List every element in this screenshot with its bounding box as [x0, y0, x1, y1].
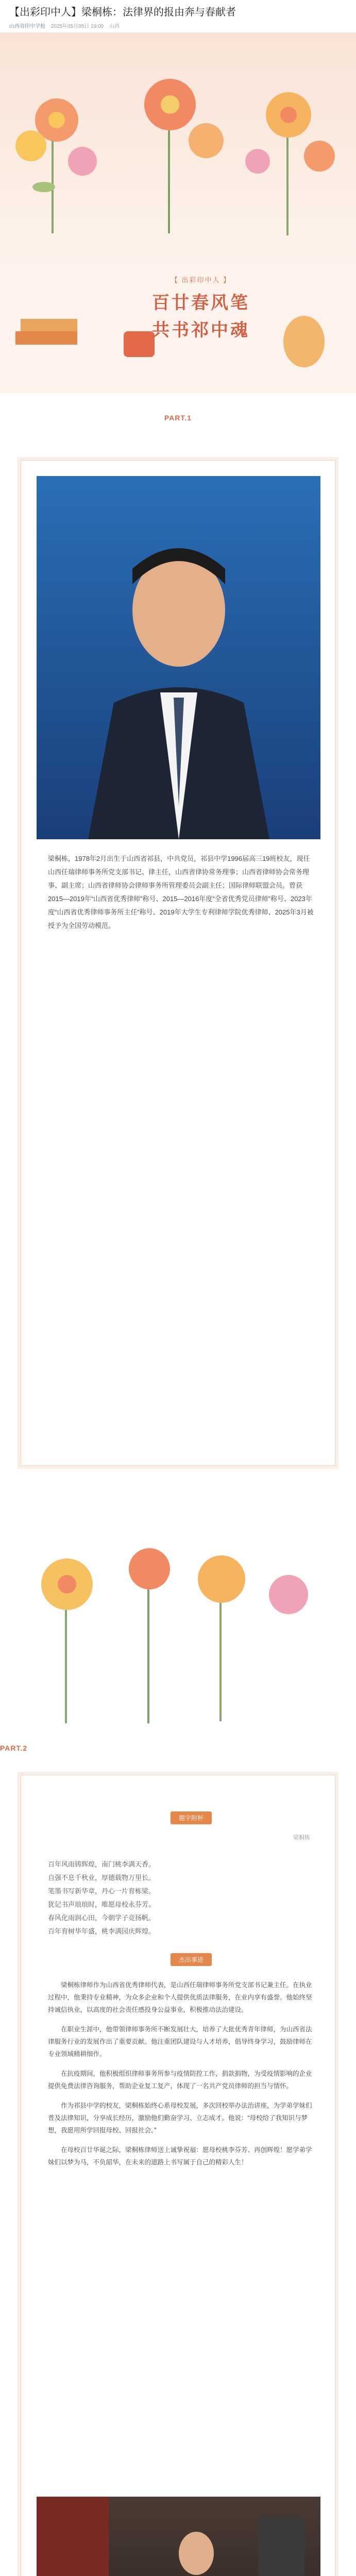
- poem-line: 笔墨书写新华章，丹心一片育栋梁。: [48, 1887, 156, 1895]
- highlight-paragraph: 在母校百廿华诞之际，梁桐栋律师送上诚挚祝福：愿母校桃李芬芳、再创辉煌！愿学弟学妹们以梦为马，不负韶华，在未来的道路上书写属于自己的精彩人生！: [48, 2146, 312, 2166]
- highlight-paragraph: 梁桐栋律师作为山西省优秀律师代表，是山西任瑞律师事务所党支部书记兼主任。在执业过程中，他秉持专业精神，为众多企业和个人提供优质法律服务，在业内享有盛誉。他始终坚持诚信执业，以高度的社会责任感投身公益事业，积极推动法治建设。: [48, 1981, 312, 2013]
- highlight-paragraph: 在职业生涯中，他带领律师事务所不断发展壮大，培养了大批优秀青年律师，为山西省法律服务行业的发展作出了重要贡献。他注重团队建设与人才培养，倡导终身学习，鼓励律师在专业领域精耕细作。: [48, 2026, 312, 2058]
- article-header: [0, 0, 356, 32]
- part1-header: [0, 393, 356, 460]
- portrait-figure: [37, 476, 320, 839]
- poem-tag: 题字附杯: [171, 1811, 212, 1824]
- highlight-paragraph: 作为祁县中学的校友，梁桐栋始终心系母校发展，多次回校举办法治讲座，为学弟学妹们普及法律知识，分享成长经历，激励他们勤奋学习、立志成才。他说：“母校给了我知识与梦想，我愿用所学回报母校、回报社会。”: [48, 2102, 312, 2134]
- story-card: [21, 1775, 335, 2576]
- poem-line: 百年育树华年盛，桃李满园庆辉煌。: [48, 1927, 156, 1935]
- hero-badge: [124, 275, 278, 341]
- poem-credit: 梁桐栋: [293, 1835, 310, 1841]
- highlight-body: [48, 1979, 316, 2176]
- event-photo: [37, 2497, 320, 2576]
- publish-date: 2025年05月05日 19:00: [50, 24, 104, 29]
- hero-kicker: 【 出彩印中人 】: [171, 276, 231, 284]
- highlight-tag: 杰出事迹: [171, 1953, 212, 1966]
- flower-cluster-right: [245, 92, 335, 235]
- source-link[interactable]: 山西省印中学校: [9, 24, 45, 29]
- flower-cluster-left: [15, 98, 97, 233]
- flower-cluster-center: [144, 79, 224, 233]
- poem-line: 自强不息千秋业，厚德载物万里长。: [48, 1874, 156, 1882]
- poem-line: 犹记书声琅琅时，唯愿母校永芬芳。: [48, 1901, 156, 1908]
- hero-banner: [0, 32, 356, 393]
- highlight-paragraph: 在抗疫期间，他积极组织律师事务所参与疫情防控工作，捐款捐物，为受疫情影响的企业提供免费法律咨询服务，帮助企业复工复产，体现了一名共产党员律师的担当与情怀。: [48, 2070, 312, 2090]
- poem-line: 百年风雨铸辉煌，南门桃李满天香。: [48, 1860, 156, 1868]
- hero-title-line2: 共书祁中魂: [152, 320, 250, 340]
- article-meta: [9, 22, 347, 29]
- article-title: 【出彩印中人】梁桐栋：法律界的报由奔与春献者: [9, 7, 236, 18]
- poem-block: [48, 1858, 316, 1938]
- publish-place: 山西: [109, 24, 120, 29]
- flower-band: [0, 1466, 356, 1775]
- hero-title-line1: 百廿春风笔: [152, 293, 250, 313]
- flower-illustration-middle: [0, 1466, 356, 1775]
- part2-label: PART.2: [0, 1744, 28, 1752]
- portrait-photo: [37, 476, 320, 839]
- poem-line: 春风化雨润心田，今朝学子竞扬帆。: [48, 1914, 156, 1922]
- bio-text: 梁桐栋，1978年2月出生于山西省祁县，中共党员，祁县中学1996届高三19班校友，现任山西任瑞律师事务所党支部书记、律主任，山西省律协常务理事；山西省律师协会常务理事、副主席；山西省律师协会律师事务所管理委员会副主任；国际律师联盟会员。曾获2015—2019年“山西省优秀律师”称号、2015—2016年度“全省优秀党员律师”称号、2023年度“山西省优秀律师事务所主任”称号、2019年大学生专利律师学院优秀律师、2025年3月被授予为全国劳动模范。: [48, 855, 314, 929]
- flower-illustration-top: [0, 32, 356, 269]
- event-figure: [37, 2497, 320, 2576]
- part1-label: PART.1: [164, 414, 192, 422]
- profile-card: [21, 460, 335, 1466]
